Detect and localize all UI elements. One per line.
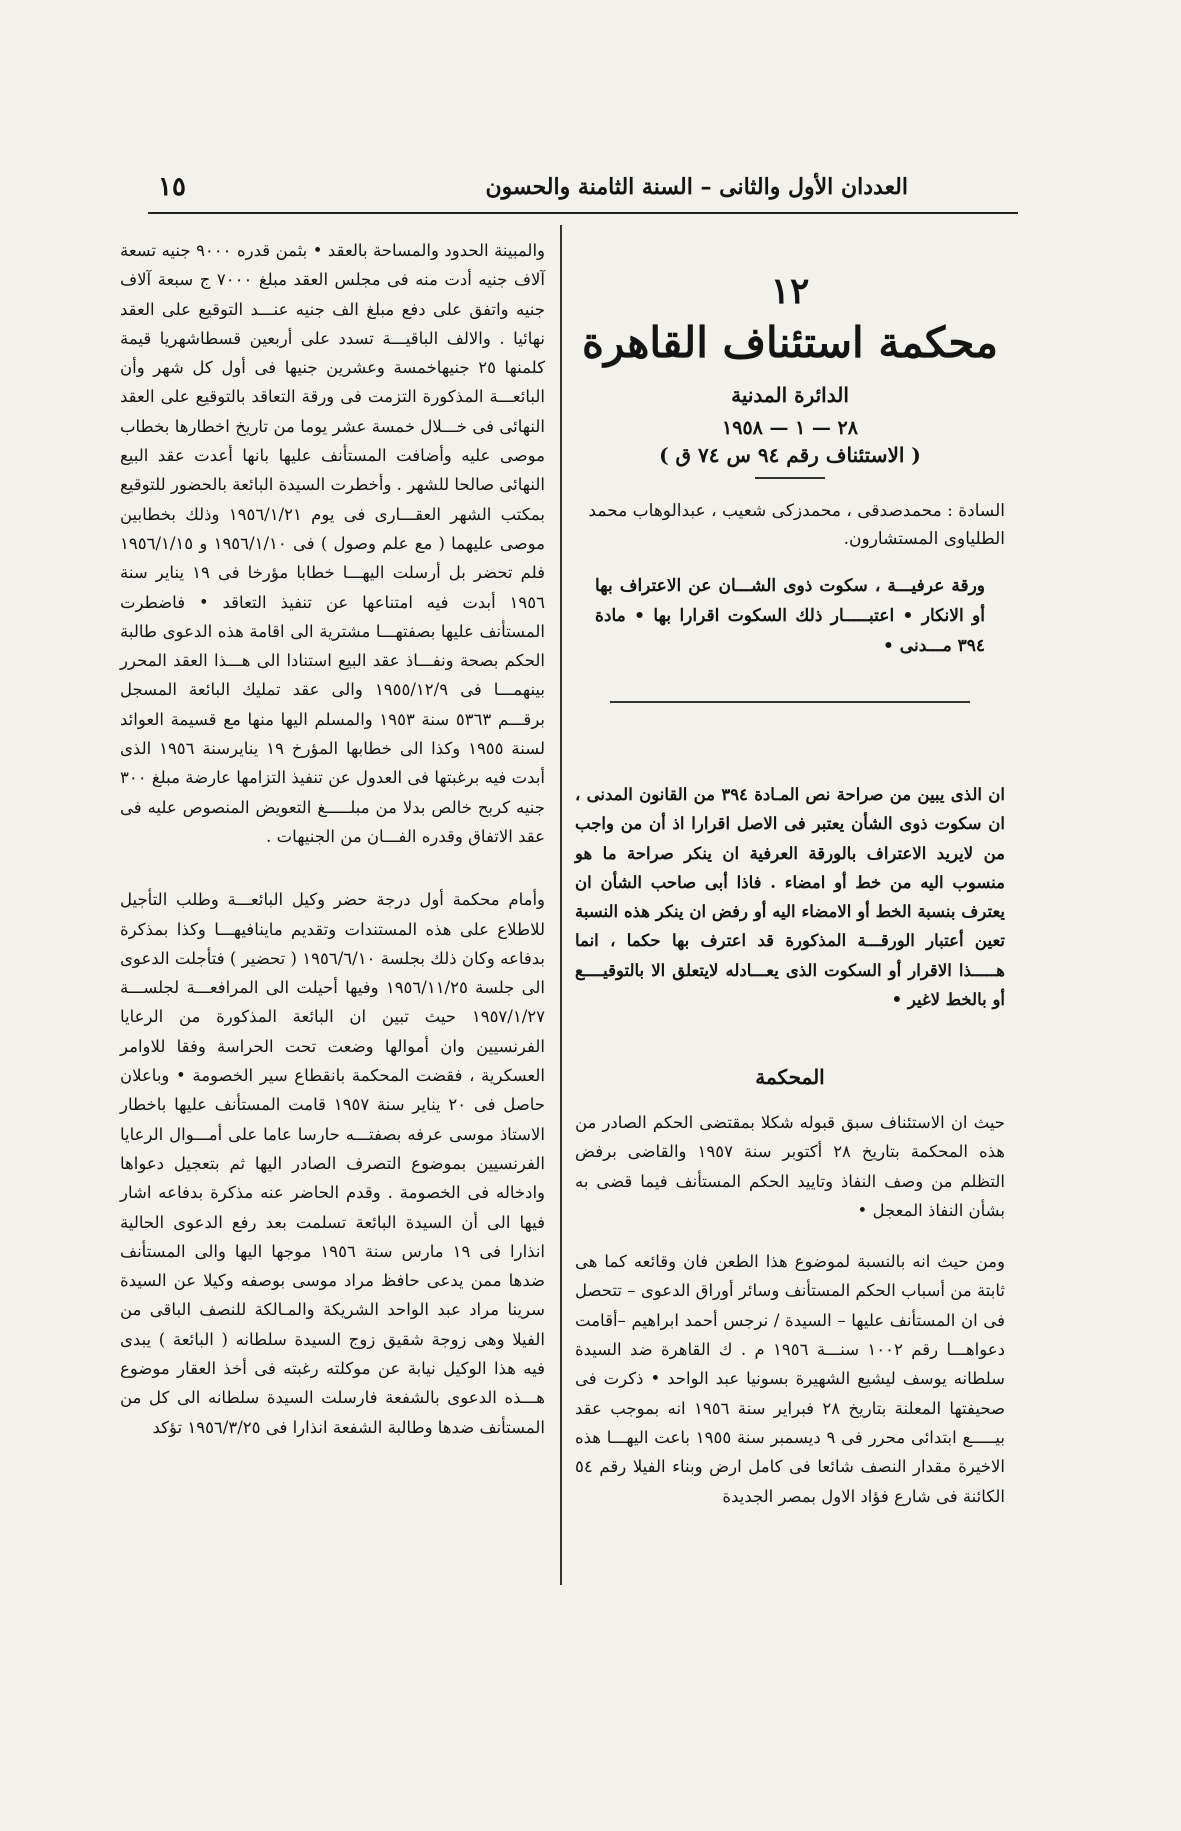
circuit-name: الدائرة المدنية: [731, 383, 849, 407]
page-number: ١٥: [158, 172, 186, 202]
header-rule: [148, 212, 1018, 214]
case-summary: ورقة عرفيـــة ، سكوت ذوى الشـــان عن الاعتراف بها أو الانكار • اعتبـــــار ذلك السكوت اقرارا بها • مادة ٣٩٤ مـــدنى •: [595, 576, 985, 656]
judgment-date: ٢٨ — ١ — ١٩٥٨: [722, 417, 858, 439]
short-divider: [755, 477, 825, 479]
reasons-paragraph-2: ومن حيث انه بالنسبة لموضوع هذا الطعن فان وقائعه كما هى ثابتة من أسباب الحكم المستأنف وسائر أوراق الدعوى – تتحصل فى ان المستأنف عليها – السيدة / نرجس أحمد ابراهيم –أقامت دعواهـــا رقم ١٠٠٢ سنـــة ١٩٥٦ م . ك القاهرة ضد السيدة سلطانه يوسف ليشيع الشهيرة بسونيا عبد الواحد • ذكرت فى صحيفتها المعلنة بتاريخ ٢٨ فبراير سنة ١٩٥٦ انه بموجب عقد بيـــــع ابتدائى محرر فى ٩ ديسمبر سنة ١٩٥٥ باعت اليهـــا هذه الاخيرة مقدار النصف شائعا فى كامل ارض وبناء الفيلا رقم ٥٤ الكائنة فى شارع فؤاد الاول بمصر الجديدة: [575, 1252, 1006, 1506]
court-name: محكمة استئناف القاهرة: [582, 318, 998, 367]
column-divider: [560, 225, 562, 1585]
judges-list: السادة : محمدصدقى ، محمدزكى شعيب ، عبدالوهاب محمد الطلياوى المستشارون.: [588, 501, 1005, 549]
case-number: ١٢: [770, 270, 810, 312]
case-header: [575, 270, 1005, 703]
summary-divider: [610, 701, 970, 703]
journal-title: العددان الأول والثانى – السنة الثامنة والحسون: [485, 174, 908, 200]
reasons-paragraph-1: حيث ان الاستئناف سبق قبوله شكلا بمقتضى الحكم الصادر من هذه المحكمة بتاريخ ٢٨ أكتوبر سنة ١٩٥٧ والقاضى برفض التظلم من وصف النفاذ وتاييد الحكم المستأنف فيما قضى به بشأن النفاذ المعجل •: [575, 1113, 1005, 1220]
left-paragraph-1: والمبينة الحدود والمساحة بالعقد • بثمن قدره ٩٠٠٠ جنيه تسعة آلاف جنيه أدت منه فى مجلس العقد مبلغ ٧٠٠٠ ج سبعة آلاف جنيه واتفق على دفع مبلغ الف جنيه عنـــد التوقيع على العقد نهائيا . والالف الباقيـــة تسدد على أربعين قسطاشهريا قيمة كلمنها ٢٥ جنيهاخمسة وعشرين جنيها فى أول كل شهر وأن البائعـــة المذكورة التزمت فى ورقة التعاقد بالتوقيع على العقد النهائى فى خـــلال خمسة عشر يوما من تاريخ اخطارها بخطاب موصى عليه وأضافت المستأنف عليها بانها أعدت عقد البيع النهائى صالحا للشهر . وأخطرت السيدة البائعة بالحضور للتوقيع بمكتب الشهر العقـــارى فى يوم ١٩٥٦/١/٢١ وذلك بخطابين موصى عليهما ( مع علم وصول ) فى ١٩٥٦/١/١٠ و ١٩٥٦/١/١٥ فلم تحضر بل أرسلت اليهـــا خطابا مؤرخا فى ١٩ يناير سنة ١٩٥٦ أبدت فيه امتناعها عن تنفيذ التعاقد • فاضطرت المستأنف عليها بصفتهـــا مشترية الى اقامة هذه الدعوى طالبة الحكم بصحة ونفـــاذ عقد البيع استنادا الى هـــذا العقد المحرر بينهمـــا فى ١٩٥٥/١٢/٩ والى عقد تمليك البائعة المسجل برقـــم ٥٣٦٣ سنة ١٩٥٣ والمسلم اليها منها مع قسيمة العوائد لسنة ١٩٥٥ وكذا الى خطابها المؤرخ ١٩ ينايرسنة ١٩٥٦ الذى أبدت فيه برغبتها فى العدول عن تنفيذ التزامها عارضة مبلغ ٣٠٠ جنيه كربح خالص بدلا من مبلـــــغ التعويض المنصوص عليه فى عقد الاتفاق وقدره الفـــان من الجنيهات .: [120, 241, 546, 846]
reasons-section: [575, 1108, 1005, 1533]
legal-principle: ان الذى يبين من صراحة نص المـادة ٣٩٤ من القانون المدنى ، ان سكوت ذوى الشأن يعتبر فى الاصل اقرارا اذ أن من واجب من لايريد الاعتراف بالورقة العرفية ان ينكر صراحة ما هو منسوب اليه من خط أو امضاء . فاذا أبى صاحب الشأن ان يعترف بنسبة الخط أو الامضاء اليه أو رفض ان ينكر هذه النسبة تعين أعتبار الورقـــة المذكورة قد اعترف بها حكما ، انما هـــــذا الاقرار أو السكوت الذى يعـــادله لايتعلق الا بالتوقيــــع أو بالخط لاغير •: [575, 785, 1006, 1010]
appeal-number: ( الاستئناف رقم ٩٤ س ٧٤ ق ): [659, 443, 921, 467]
left-paragraph-2: وأمام محكمة أول درجة حضر وكيل البائعـــة وطلب التأجيل للاطلاع على هذه المستندات وتقديم ماينافيهـــا وكذا بمذكرة بدفاعه وكان ذلك بجلسة ١٩٥٦/٦/١٠ ( تحضير ) فتأجلت الدعوى الى جلسة ١٩٥٦/١١/٢٥ وفيها أحيلت الى المرافعـــة لجلســـة ١٩٥٧/١/٢٧ حيث تبين ان البائعة المذكورة من الرعايا الفرنسيين وان أموالها وضعت تحت الحراسة وفقا للاوامر العسكرية ، فقضت المحكمة بانقطاع سير الخصومة • وباعلان حاصل فى ٢٠ يناير سنة ١٩٥٧ قامت المستأنف عليها باخطار الاستاذ موسى عرفه بصفتـــه حارسا عاما على أمـــوال الرعايا الفرنسيين بموضوع التصرف الصادر اليها ثم بتعجيل دعواها وادخاله فى الخصومة . وقدم الحاضر عنه مذكرة بدفاعه اشار فيها الى أن السيدة البائعة تسلمت بعد رفع الدعوى الحالية انذارا فى ١٩ مارس سنة ١٩٥٦ موجها اليها والى المستأنف ضدها ممن يدعى حافظ مراد موسى بوصفه وكيلا عن السيدة سرينا مراد عبد الواحد الشريكة والمـالكة للنصف الباقى من الفيلا وهى زوجة شقيق زوج السيدة سلطانه ( البائعة ) يبدى فيه هذا الوكيل نيابة عن موكلته رغبته فى أخذ العقار موضوع هـــذه الدعوى بالشفعة فارسلت السيدة سلطانه الى كل من المستأنف ضدها وطالبة الشفعة انذارا فى ١٩٥٦/٣/٢٥ تؤكد: [120, 890, 545, 1437]
left-column: [120, 236, 545, 1442]
court-heading: المحكمة: [755, 1065, 825, 1089]
page-header: [148, 170, 1018, 210]
